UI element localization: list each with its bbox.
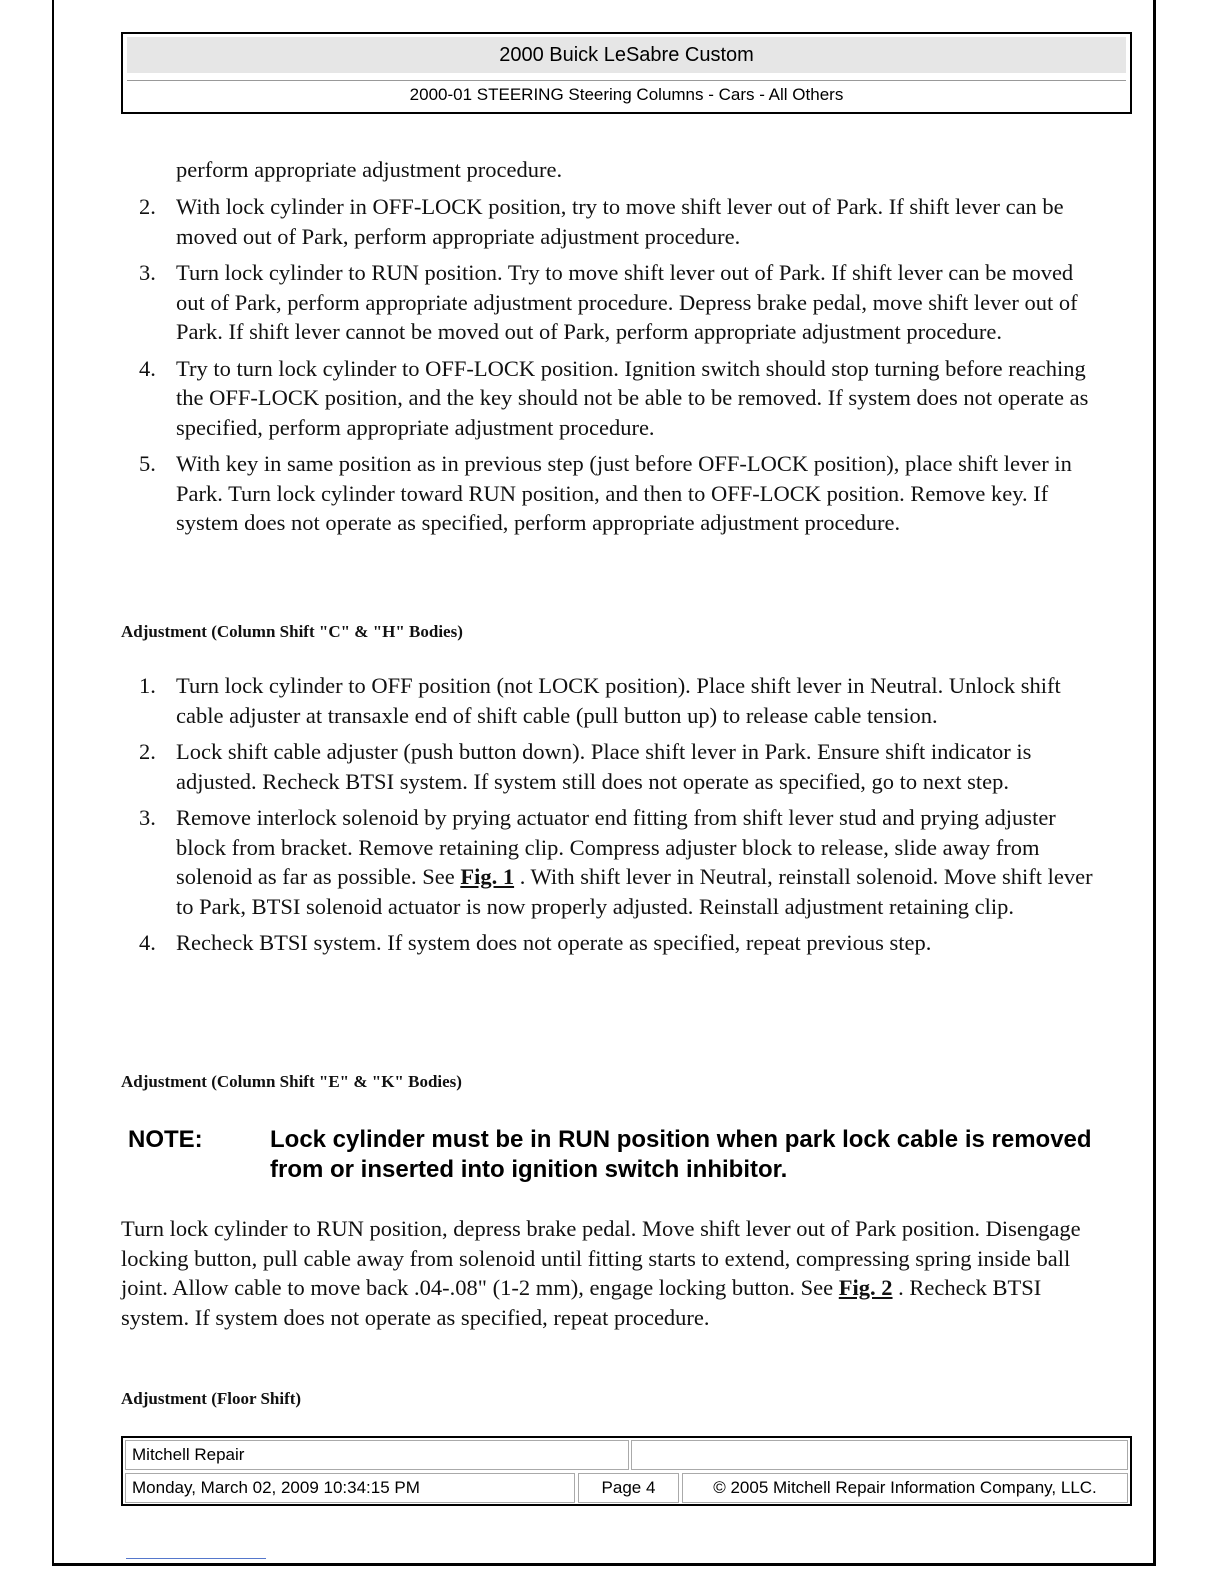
step-number: 3. xyxy=(139,805,156,830)
note-text: Lock cylinder must be in RUN position when park lock cable is removed from or inserted into ignition switch inhibitor. xyxy=(270,1126,1092,1183)
section-heading-column-shift-e-k: Adjustment (Column Shift "E" & "K" Bodies) xyxy=(121,1072,462,1091)
step-text: Try to turn lock cylinder to OFF-LOCK position. Ignition switch should stop turning before reaching the OFF-LOCK position, and the key should not be able to be removed. If system does not operate as specified, perform appropriate adjustment procedure. xyxy=(176,355,1089,440)
footer-copyright: © 2005 Mitchell Repair Information Company, LLC. xyxy=(682,1473,1128,1503)
paragraph-text: Turn lock cylinder to RUN position, depress brake pedal. Move shift lever out of Park position. Disengage locking button, pull cable away from solenoid until fitting starts to extend, compressing spring inside ball joint. Allow cable to move back .04-.08" (1-2 mm), engage locking button. See xyxy=(121,1216,1081,1300)
footer-date: Monday, March 02, 2009 10:34:15 PM xyxy=(125,1473,575,1503)
step-text: Turn lock cylinder to RUN position. Try to move shift lever out of Park. If shift lever can be moved out of Park, perform appropriate adjustment procedure. Depress brake pedal, move shift lever out of Park. If shift lever cannot be moved out of Park, perform appropriate adjustment procedure. xyxy=(176,260,1078,344)
check-steps-list xyxy=(121,192,1106,545)
step-number: 4. xyxy=(139,930,156,955)
section-heading-column-shift-c-h: Adjustment (Column Shift "C" & "H" Bodies) xyxy=(121,622,463,641)
step-text: Turn lock cylinder to OFF position (not LOCK position). Place shift lever in Neutral. Unlock shift cable adjuster at transaxle end of shift cable (pull button up) to release cable tension. xyxy=(176,673,1061,728)
list-item xyxy=(121,258,1106,347)
step-number: 2. xyxy=(139,194,156,219)
step-text: With lock cylinder in OFF-LOCK position, try to move shift lever out of Park. If shift lever can be moved out of Park, perform appropriate adjustment procedure. xyxy=(176,194,1064,249)
note-label: NOTE: xyxy=(128,1126,203,1153)
list-item xyxy=(121,737,1106,796)
divider xyxy=(126,1558,266,1559)
procedure-paragraph xyxy=(121,1214,1111,1332)
list-item xyxy=(121,354,1106,443)
header-subtitle: 2000-01 STEERING Steering Columns - Cars - All Others xyxy=(127,80,1126,109)
document-header xyxy=(121,32,1132,114)
step-text: Recheck BTSI system. If system does not operate as specified, repeat previous step. xyxy=(176,930,932,955)
section-heading-floor-shift: Adjustment (Floor Shift) xyxy=(121,1389,302,1408)
list-item xyxy=(121,928,1106,958)
list-item xyxy=(121,192,1106,251)
continuation-text: perform appropriate adjustment procedure. xyxy=(176,157,563,182)
step-number: 3. xyxy=(139,260,156,285)
step-number: 1. xyxy=(139,673,156,698)
document-footer xyxy=(121,1436,1132,1506)
header-title: 2000 Buick LeSabre Custom xyxy=(127,37,1126,73)
paragraph-text-continued: . Recheck BTSI system. If system does not operate as specified, repeat procedure. xyxy=(121,1275,1042,1330)
list-item xyxy=(121,449,1106,538)
step-number: 2. xyxy=(139,739,156,764)
step-text: With key in same position as in previous step (just before OFF-LOCK position), place shift lever in Park. Turn lock cylinder toward RUN position, and then to OFF-LOCK position. Remove key. If system does not operate as specified, perform appropriate adjustment procedure. xyxy=(176,451,1072,535)
fig-2-link[interactable]: Fig. 2 xyxy=(838,1275,893,1300)
footer-source: Mitchell Repair xyxy=(125,1440,629,1470)
footer-empty-cell xyxy=(631,1440,1128,1470)
adjustment-steps-list xyxy=(121,671,1106,965)
step-text: Lock shift cable adjuster (push button down). Place shift lever in Park. Ensure shift indicator is adjusted. Recheck BTSI system. If system still does not operate as specified, go to next step. xyxy=(176,739,1032,794)
list-item xyxy=(121,803,1106,921)
list-item xyxy=(121,671,1106,730)
step-number: 4. xyxy=(139,355,156,381)
footer-page-number: Page 4 xyxy=(578,1473,679,1503)
step-number: 5. xyxy=(139,451,156,476)
step-text-continued: . With shift lever in Neutral, reinstall solenoid. Move shift lever to Park, BTSI solenoid actuator is now properly adjusted. Reinstall adjustment retaining clip. xyxy=(176,864,1093,919)
fig-1-link[interactable]: Fig. 1 xyxy=(460,864,515,889)
step-text: Remove interlock solenoid by prying actuator end fitting from shift lever stud and prying adjuster block from bracket. Remove retaining clip. Compress adjuster block to release, slide away from solenoid as far as possible. See xyxy=(176,805,1056,889)
